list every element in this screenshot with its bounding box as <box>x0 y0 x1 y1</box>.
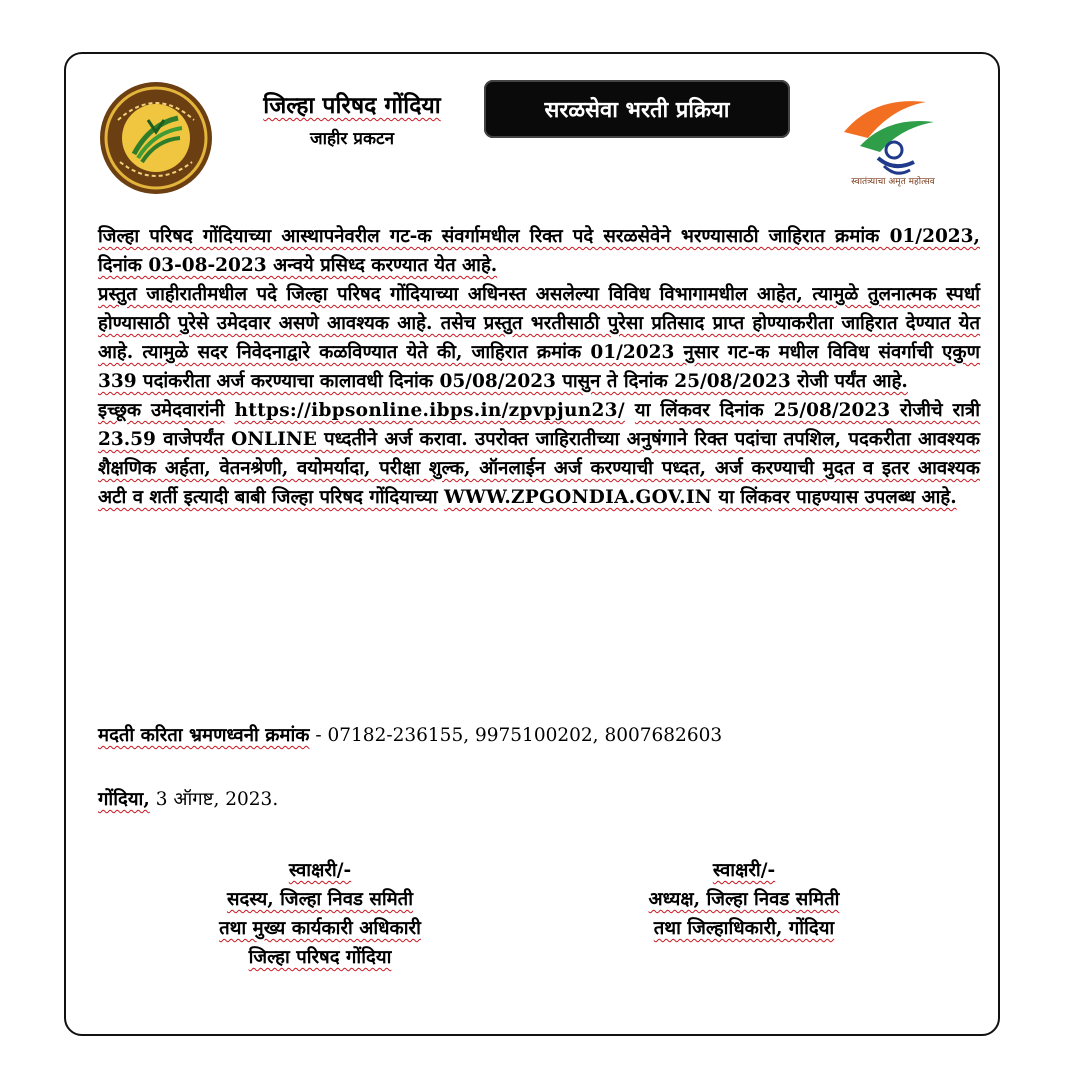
place-date <box>98 786 598 814</box>
recruitment-banner: सरळसेवा भरती प्रक्रिया <box>484 80 790 138</box>
signature-left-line1: स्वाक्षरी/- <box>288 860 352 881</box>
date: 3 ऑगष्ट, 2023. <box>155 789 279 810</box>
contact-line <box>98 722 980 750</box>
website-link[interactable]: WWW.ZPGONDIA.GOV.IN <box>443 487 713 508</box>
signature-left-line4: जिल्हा परिषद गोंदिया <box>248 947 392 968</box>
signature-left-line3: तथा मुख्य कार्यकारी अधिकारी <box>219 918 421 939</box>
contact-numbers: - 07182-236155, 9975100202, 8007682603 <box>315 725 723 746</box>
signature-right-line1: स्वाक्षरी/- <box>712 860 776 881</box>
org-title: जिल्हा परिषद गोंदिया <box>263 92 441 119</box>
signature-left-line2: सदस्य, जिल्हा निवड समिती <box>226 889 414 910</box>
p3-middle: या लिंकवर दिनांक 25/08/2023 रोजीचे रात्री 23.59 वाजेपर्यंत ONLINE पध्दतीने अर्ज करावा. उपरोक्त जाहिरातीच्या अनुषंगाने रिक्त पदांचा तपशिल, पदकरीता आवश्यक शैक्षणिक अर्हता, वेतनश्रेणी, वयोमर्यादा, परीक्षा शुल्क, ऑनलाईन अर्ज करण्याची पध्दत, अर्ज करण्याची मुदत व इतर आवश्यक अटी व शर्ती इत्यादी बाबी जिल्हा परिषद गोंदियाच्या <box>98 400 980 508</box>
signature-left <box>150 856 490 972</box>
paragraph-1: जिल्हा परिषद गोंदियाच्या आस्थापनेवरील गट-क संवर्गामधील रिक्त पदे सरळसेवेने भरण्यासाठी जाहिरात क्रमांक 01/2023, दिनांक 03-08-2023 अन्वये प्रसिध्द करण्यात येत आहे. <box>98 226 980 276</box>
zp-gondia-seal-icon <box>98 80 214 196</box>
signature-right-line2: अध्यक्ष, जिल्हा निवड समिती <box>648 889 840 910</box>
application-link[interactable]: https://ibpsonline.ibps.in/zpvpjun23/ <box>234 400 625 421</box>
signature-right <box>574 856 914 943</box>
paragraph-2: प्रस्तुत जाहीरातीमधील पदे जिल्हा परिषद गोंदियाच्या अधिनस्त असलेल्या विविध विभागामधील आहेत, त्यामुळे तुलनात्मक स्पर्धा होण्यासाठी पुरेसे उमेदवार असणे आवश्यक आहे. तसेच प्रस्तुत भरतीसाठी पुरेसा प्रतिसाद प्राप्त होण्याकरीता जाहिरात देण्यात येत आहे. त्यामुळे सदर निवेदनाद्वारे कळविण्यात येते की, जाहिरात क्रमांक 01/2023 नुसार गट-क मधील विविध संवर्गाची एकुण 339 पदांकरीता अर्ज करण्याचा कालावधी दिनांक 05/08/2023 पासुन ते दिनांक 25/08/2023 रोजी पर्यंत आहे. <box>98 284 980 392</box>
place: गोंदिया, <box>98 789 150 810</box>
contact-label: मदती करिता भ्रमणध्वनी क्रमांक <box>98 725 310 746</box>
signature-right-line3: तथा जिल्हाधिकारी, गोंदिया <box>653 918 835 939</box>
paragraph-3 <box>98 396 980 512</box>
org-subtitle: जाहीर प्रकटन <box>309 129 395 149</box>
notice-body <box>98 222 980 512</box>
right-logo-caption: स्वातंत्र्याचा अमृत महोत्सव <box>851 177 935 187</box>
p3-intro: इच्छूक उमेदवारांनी <box>98 400 225 421</box>
p3-outro: या लिंकवर पाहण्यास उपलब्ध आहे. <box>718 487 957 508</box>
